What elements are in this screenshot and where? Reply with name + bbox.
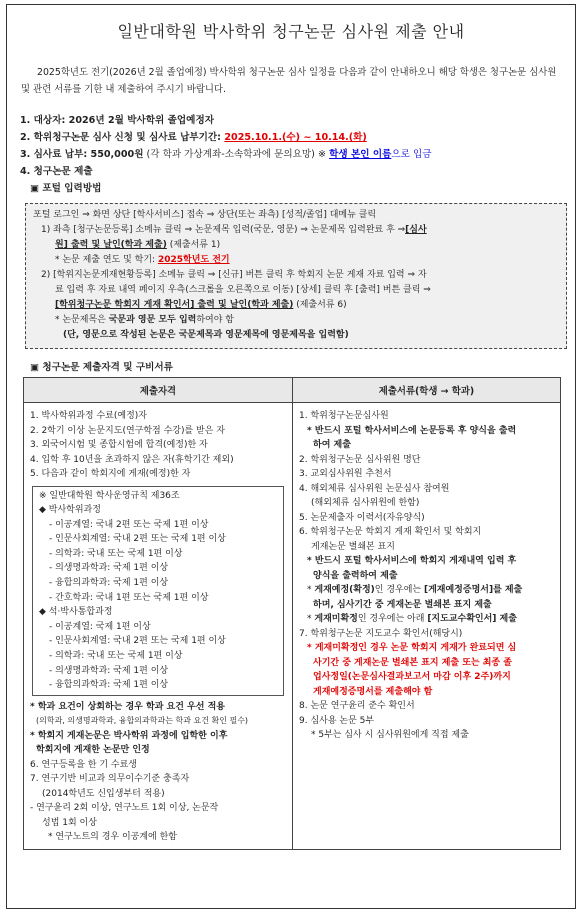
portal-semester-value: 2025학년도 전기 xyxy=(157,255,230,265)
phd-req-2: - 인문사회계열: 국내 2편 또는 국제 1편 이상 xyxy=(49,534,226,545)
eligibility-7: 7. 연구기반 비교과 의무이수기준 충족자 xyxy=(30,774,190,785)
eligibility-7-note: * 연구노트의 경우 이공계에 한함 xyxy=(48,832,177,843)
portal-line-8 xyxy=(33,313,559,328)
item-fee xyxy=(20,146,575,163)
doc-4: 4. 해외체류 심사위원 논문심사 참여원 xyxy=(299,483,450,494)
phd-req-4: - 의생명과학과: 국제 1편 이상 xyxy=(49,563,169,574)
doc-1: 1. 학위청구논문심사원 xyxy=(299,411,389,421)
doc-6-cont: 게재논문 별쇄본 표지 xyxy=(311,541,395,552)
item-target: 1. 대상자: 2026년 2월 박사학위 졸업예정자 xyxy=(20,115,214,126)
doc-6-note-5 xyxy=(299,612,556,627)
doc-9-note: * 5부는 심사 시 심사위원에게 직접 제출 xyxy=(311,730,469,740)
notice-page xyxy=(6,4,576,909)
doc-2: 2. 학위청구논문 심사위원 명단 xyxy=(299,454,421,465)
portal-step1-text: 1) 좌측 [청구논문등록] 소메뉴 클릭 ⇒ 논문제목 입력(국문, 영문) ⇒ 논문제목 입력완료 후 ⇒ xyxy=(41,225,406,235)
eligibility-1: 1. 박사학위과정 수료(예정)자 xyxy=(30,411,147,421)
eligibility-7-detail-1: - 연구윤리 2회 이상, 연구노트 1회 이상, 논문작 xyxy=(30,803,219,814)
int-req-3: - 의학과: 국내 또는 국제 1편 이상 xyxy=(49,651,183,662)
doc-8: 8. 논문 연구윤리 준수 확인서 xyxy=(299,701,415,711)
doc-7-note-2: 사기간 중 게재논문 별쇄본 표지 제출 또는 최종 졸 xyxy=(313,657,512,668)
portal-step1-doc: (제출서류 1) xyxy=(166,240,221,250)
item-fee-name-highlight: 학생 본인 이름 xyxy=(329,149,392,160)
doc-7-note-1: * 게재미확정인 경우 논문 학회지 게재가 완료되면 심 xyxy=(307,643,517,653)
eligibility-7-scope: (2014학년도 신입생부터 적용) xyxy=(42,788,165,799)
notice-items xyxy=(20,112,575,197)
eligibility-3: 3. 외국어시험 및 종합시험에 합격(예정)한 자 xyxy=(30,440,208,450)
item-period xyxy=(20,129,575,146)
rule-title: ※ 일반대학원 학사운영규칙 제36조 xyxy=(39,490,180,501)
doc-1-note-1: * 반드시 포털 학사서비스에 논문등록 후 양식을 출력 xyxy=(307,425,517,436)
doc-7: 7. 학위청구논문 지도교수 확인서(해당시) xyxy=(299,628,463,639)
note-dept-priority: * 학과 요건이 상회하는 경우 학과 요건 우선 적용 xyxy=(30,701,225,712)
doc-6-note-3 xyxy=(299,583,556,598)
doc-6-advisor: [지도교수확인서] 제출 xyxy=(427,614,517,624)
note-dept-priority-detail: (의학과, 의생명과학과, 융합의과학과는 학과 요건 확인 필수) xyxy=(36,716,249,726)
portal-line-1: 포털 로그인 ⇒ 화면 상단 [학사서비스] 접속 ⇒ 상단(또는 좌측) [성적/졸업] 대메뉴 클릭 xyxy=(33,210,377,220)
doc-7-note-4: 게재예정증명서를 제출해야 함 xyxy=(313,686,433,697)
phd-req-6: - 간호학과: 국내 1편 또는 국제 1편 이상 xyxy=(49,592,209,603)
eligibility-7-detail-2: 성법 1회 이상 xyxy=(42,817,97,828)
doc-6-star: * xyxy=(307,585,315,595)
int-req-1: - 이공계열: 국제 1편 이상 xyxy=(49,621,151,632)
eligibility-5: 5. 다음과 같이 학회지에 게재(예정)한 자 xyxy=(30,469,191,479)
doc-6-note-2: 양식을 출력하여 제출 xyxy=(313,570,398,581)
portal-instructions-box xyxy=(25,203,567,349)
phd-req-3: - 의학과: 국내 또는 국제 1편 이상 xyxy=(49,548,183,559)
doc-9: 9. 심사용 논문 5부 xyxy=(299,715,375,726)
doc-6-scheduled: 게재예정(확정) xyxy=(314,585,375,595)
portal-line-7 xyxy=(33,298,559,313)
int-req-5: - 융합의과학과: 국제 1편 이상 xyxy=(49,680,169,691)
portal-title-note-end: 하여야 함 xyxy=(196,315,234,325)
int-req-4: - 의생명과학과: 국제 1편 이상 xyxy=(49,665,169,676)
portal-line-5: 2) [학위지논문게재현황등록] 소메뉴 클릭 ⇒ [신규] 버튼 클릭 후 학회지 논문 게재 자료 입력 ⇒ 자 xyxy=(41,270,427,280)
doc-6-case: 인 경우에는 xyxy=(374,585,424,595)
phd-heading: ◆ 박사학위과정 xyxy=(39,505,101,516)
eligibility-4: 4. 입학 후 10년을 초과하지 않은 자(휴학기간 제외) xyxy=(30,454,234,465)
note-journal-1: * 학회지 게재논문은 박사학위 과정에 입학한 이후 xyxy=(30,730,228,741)
requirements-heading: ▣ 청구논문 제출자격 및 구비서류 xyxy=(30,362,173,373)
item-submit: 4. 청구논문 제출 xyxy=(20,166,93,177)
intro-paragraph: 2025학년도 전기(2026년 2월 졸업예정) 박사학위 청구논문 심사 일정을 다음과 같이 안내하오니 해당 학생은 청구논문 심사원 및 관련 서류를 기한 내 제출하여 주시기 바랍니다. xyxy=(21,67,557,95)
doc-7-note-3: 업사정일(논문심사결과보고서 마감 이후 2주)까지 xyxy=(313,672,511,682)
portal-line-4 xyxy=(33,253,559,268)
portal-step1-bold: [심사 xyxy=(405,225,427,235)
portal-step1-print: 원] 출력 및 날인(학과 제출) xyxy=(55,240,167,250)
portal-semester-label: * 논문 제출 연도 및 학기: xyxy=(55,255,158,265)
portal-step2-print: [학위청구논문 학회지 게재 확인서] 출력 및 날인(학과 제출) xyxy=(55,300,294,310)
portal-line-9: (단, 영문으로 작성된 논문은 국문제목과 영문제목에 영문제목을 입력함) xyxy=(63,330,349,340)
doc-6-certificate: [게재예정증명서]를 제출 xyxy=(423,585,523,595)
portal-step2-doc: (제출서류 6) xyxy=(293,300,347,310)
eligibility-2: 2. 2학기 이상 논문지도(연구학점 수강)를 받은 자 xyxy=(30,425,225,436)
doc-6: 6. 학위청구논문 학회지 게재 확인서 및 학회지 xyxy=(299,527,482,537)
phd-req-5: - 융합의과학과: 국제 1편 이상 xyxy=(49,578,169,589)
portal-heading: ▣ 포털 입력방법 xyxy=(30,183,102,194)
portal-line-3 xyxy=(33,238,559,253)
note-journal-2: 학회지에 게재한 논문만 인정 xyxy=(36,745,150,756)
item-period-label: 2. 학위청구논문 심사 신청 및 심사료 납부기간: xyxy=(20,132,225,143)
portal-line-6: 료 입력 후 자료 내역 페이지 우측(스크롤을 오른쪽으로 이동) [상세] 클릭 후 [출력] 버튼 클릭 ⇒ xyxy=(55,285,431,295)
item-fee-deposit: 으로 입금 xyxy=(391,149,432,160)
item-fee-label: 3. 심사료 납부: 550,000원 xyxy=(20,149,144,160)
portal-line-2 xyxy=(33,223,559,238)
phd-req-1: - 이공계열: 국내 2편 또는 국제 1편 이상 xyxy=(49,519,209,530)
doc-6-note-1: * 반드시 포털 학사서비스에 학회지 게재내역 입력 후 xyxy=(307,556,517,566)
doc-6-note-4: 하며, 심사기간 중 게재논문 별쇄본 표지 제출 xyxy=(313,599,492,610)
doc-6-unconfirmed: 게재미확정 xyxy=(314,614,358,624)
doc-6-star-2: * xyxy=(307,614,315,624)
eligibility-6: 6. 연구등록을 한 기 수료생 xyxy=(30,759,137,770)
portal-title-note: * 논문제목은 xyxy=(55,315,109,325)
item-fee-note: (각 학과 가상계좌-소속학과에 문의요망) ※ xyxy=(143,149,330,160)
journal-rule-box xyxy=(32,486,284,696)
col-header-eligibility: 제출자격 xyxy=(24,378,293,403)
eligibility-cell xyxy=(24,403,293,850)
requirements-table xyxy=(23,377,561,850)
col-header-documents: 제출서류(학생 → 학과) xyxy=(293,378,561,403)
int-req-2: - 인문사회계열: 국내 2편 또는 국제 1편 이상 xyxy=(49,636,226,647)
doc-4-note: (해외체류 심사위원에 한함) xyxy=(311,498,420,508)
doc-6-case-2: 인 경우에는 아래 xyxy=(357,614,428,624)
documents-cell xyxy=(293,403,561,850)
doc-3: 3. 교외심사위원 추천서 xyxy=(299,469,392,479)
portal-title-note-bold: 국문과 영문 모두 입력 xyxy=(108,315,197,325)
page-title: 일반대학원 박사학위 청구논문 심사원 제출 안내 xyxy=(117,22,465,41)
doc-1-note-2: 하여 제출 xyxy=(313,440,351,450)
integrated-heading: ◆ 석·박사통합과정 xyxy=(39,607,113,618)
item-period-dates: 2025.10.1.(수) ~ 10.14.(화) xyxy=(224,132,367,143)
doc-5: 5. 논문제출자 이력서(자유양식) xyxy=(299,512,425,523)
